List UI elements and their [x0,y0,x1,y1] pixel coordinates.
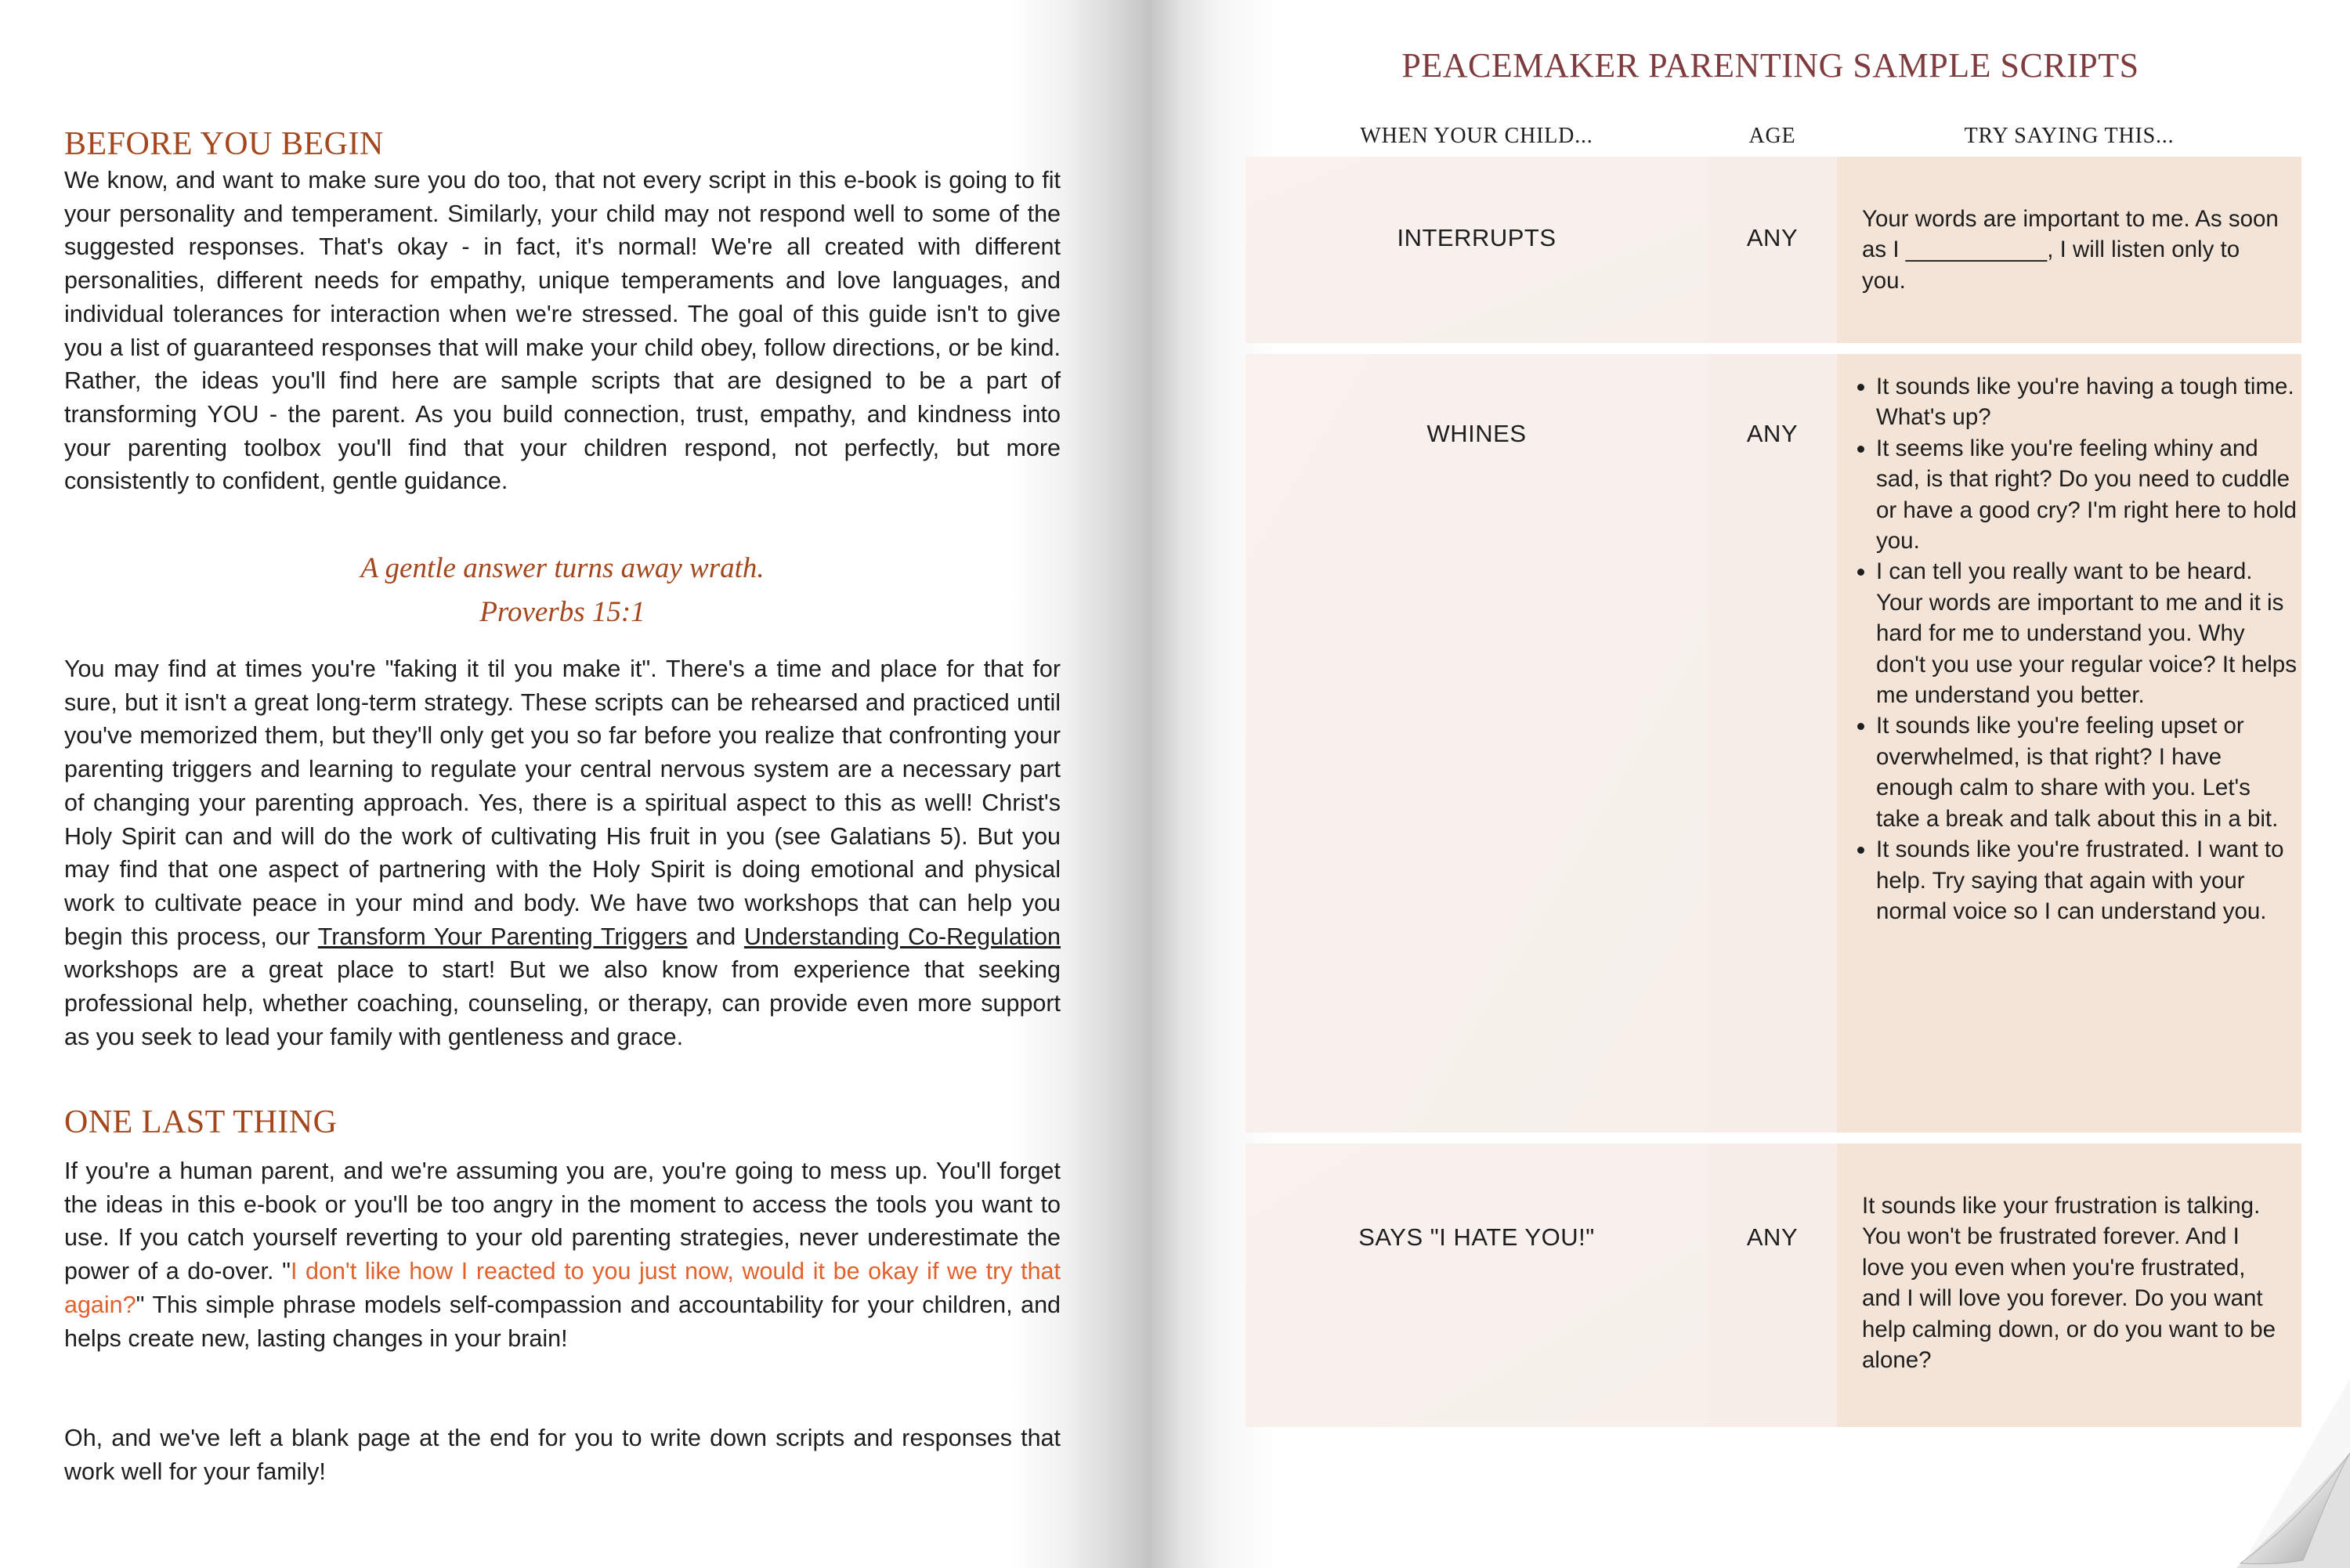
and-text: and [687,923,744,950]
page-curl-icon [2193,1378,2350,1568]
age-cell [1708,354,1837,1133]
table-row [1246,354,2301,1133]
do-over-phrase: I don't like how I reacted to you just now, would it be okay if we try that again? [64,1258,1061,1318]
behavior-label: INTERRUPTS [1397,224,1556,251]
age-cell [1708,1143,1837,1427]
one-last-thing-text-end: " This simple phrase models self-compassion and accountability for your children, and helps create new, lasting changes in your brain! [64,1291,1061,1352]
table-row [1246,157,2301,343]
behavior-label: WHINES [1426,420,1527,447]
list-item: • It seems like you're feeling whiny and sad, is that right? Do you need to cuddle or have a good cry? I'm right here to hold you. [1876,433,2299,557]
behavior-cell [1246,354,1708,1133]
quote-reference: Proverbs 15:1 [479,596,645,628]
before-you-begin-heading: BEFORE YOU BEGIN [64,126,384,162]
list-item: • It sounds like you're feeling upset or overwhelmed, is that right? I have enough calm to share with you. Let's take a break and talk about this in a bit. [1876,710,2299,834]
behavior-label: SAYS "I HATE YOU!" [1358,1223,1595,1251]
response-list [1837,371,2299,927]
transform-triggers-link[interactable]: Transform Your Parenting Triggers [317,923,688,950]
behavior-cell [1246,1143,1708,1427]
response-text: Your words are important to me. As soon as I ___________, I will listen only to you. [1862,206,2279,294]
list-item: • It sounds like you're having a tough time. What's up? [1876,371,2299,433]
one-last-thing-text-start: If you're a human parent, and we're assuming you are, you're going to mess up. You'll forget the ideas in this e-book or you'll be too angry in the moment to access the tools you want to use. If you catch yourself reverting to your old parenting strategies, never underestimate the power of a do-over. " [64,1158,1061,1285]
age-cell [1708,157,1837,343]
column-header-age: AGE [1748,124,1796,148]
behavior-cell [1246,157,1708,343]
before-you-begin-paragraph: We know, and want to make sure you do too, that not every script in this e-book is going to fit your personality and temperament. Similarly, your child may not respond well to some of the suggested responses. That's okay - in fact, it's normal! We're all created with different personalities, different needs for empathy, unique temperaments and love languages, and individual tolerances for interaction when we're stressed. The goal of this guide isn't to give you a list of guaranteed responses that will make your child obey, follow directions, or be kind. Rather, the ideas you'll find here are sample scripts that are designed to be a part of transforming YOU - the parent. As you build connection, trust, empathy, and kindness into your parenting toolbox you'll find that your children respond, not perfectly, but more consistently to confident, gentle guidance. [64,167,1061,495]
faking-it-text-end: workshops are a great place to start! But we also know from experience that seeking professional help, whether coaching, counseling, or therapy, can provide even more support as you seek to lead your family with gentleness and grace. [64,956,1061,1050]
closing-paragraph: Oh, and we've left a blank page at the end for you to write down scripts and responses that work well for your family! [64,1425,1061,1485]
co-regulation-link[interactable]: Understanding Co-Regulation [743,923,1061,950]
list-item: • I can tell you really want to be heard. Your words are important to me and it is hard for me to understand you. Why don't you use your regular voice? It helps me understand you better. [1876,556,2299,710]
bible-quote [64,547,1061,634]
response-cell [1837,157,2301,343]
list-item: • It sounds like you're frustrated. I want to help. Try saying that again with your normal voice so I can understand you. [1876,834,2299,927]
column-header-try: TRY SAYING THIS... [1964,124,2175,148]
age-label: ANY [1746,224,1799,251]
age-label: ANY [1746,420,1799,447]
quote-text: A gentle answer turns away wrath. [360,552,765,584]
table-row [1246,1143,2301,1427]
faking-it-paragraph [64,652,1061,1053]
scripts-title: PEACEMAKER PARENTING SAMPLE SCRIPTS [1401,46,2139,85]
one-last-thing-paragraph [64,1154,1061,1355]
response-cell [1837,354,2301,1133]
faking-it-text-start: You may find at times you're "faking it til you make it". There's a time and place for that for sure, but it isn't a great long-term strategy. These scripts can be rehearsed and practiced until you've memorized them, but they'll only get you so far before you realize that confronting your parenting triggers and learning to regulate your central nervous system are a necessary part of changing your parenting approach. Yes, there is a spiritual aspect to this as well! Christ's Holy Spirit can and will do the work of cultivating His fruit in you (see Galatians 5). But you may find that one aspect of partnering with the Holy Spirit is doing emotional and physical work to cultivate peace in your mind and body. We have two workshops that can help you begin this process, our [64,656,1061,950]
one-last-thing-heading: ONE LAST THING [64,1104,338,1140]
response-text: It sounds like your frustration is talking. You won't be frustrated forever. And I love you even when you're frustrated, and I will love you forever. Do you want help calming down, or do you want to be alone? [1862,1193,2276,1374]
column-header-when: WHEN YOUR CHILD... [1360,124,1593,148]
age-label: ANY [1746,1223,1799,1251]
